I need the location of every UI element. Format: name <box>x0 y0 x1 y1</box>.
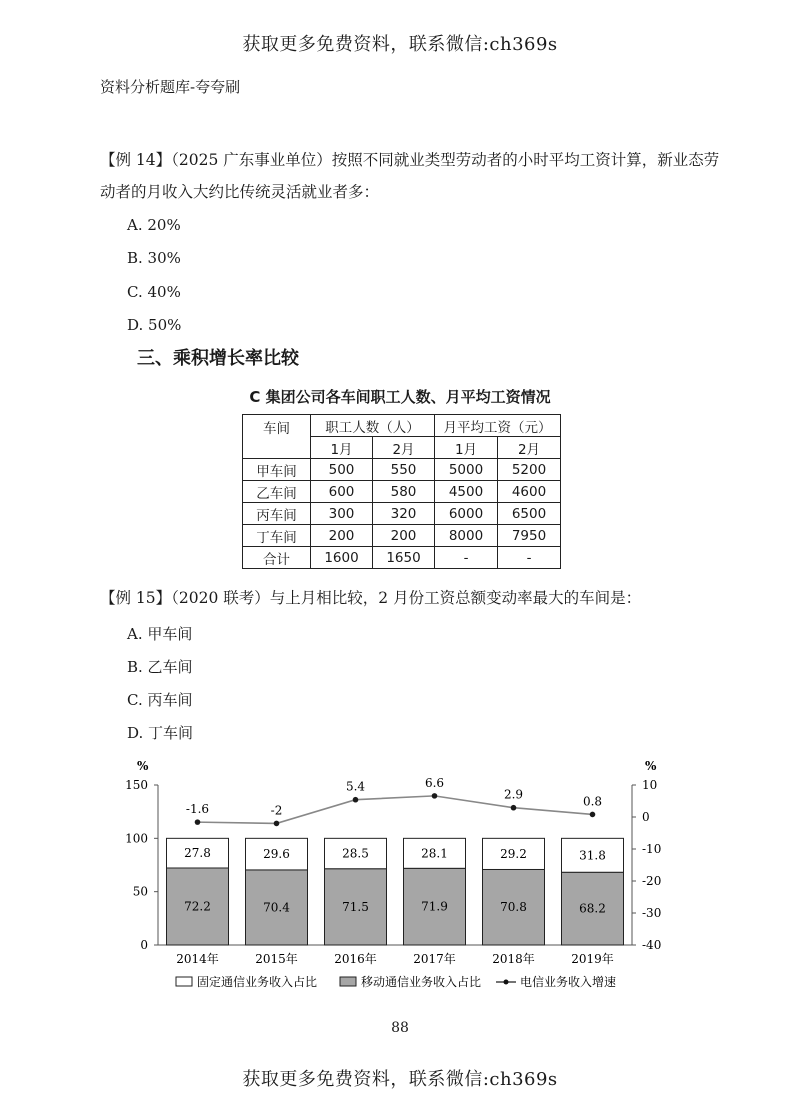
growth-point-label: -2 <box>270 803 283 818</box>
example15-line1: 【例 15】（2020 联考）与上月相比较，2 月份工资总额变动率最大的车间是： <box>100 589 642 607</box>
growth-line <box>198 796 593 824</box>
bar-fixed-label: 28.1 <box>421 846 448 861</box>
subheader-staff-jan: 1月 <box>311 437 373 459</box>
bar-fixed-label: 29.6 <box>263 847 290 862</box>
left-axis-unit: % <box>137 759 149 773</box>
growth-point-label: 2.9 <box>503 787 524 802</box>
section-title: 三、乘积增长率比较 <box>137 348 299 369</box>
table-cell: 580 <box>373 481 435 503</box>
legend-mobile-label: 移动通信业务收入占比 <box>361 975 482 989</box>
table-cell: 1650 <box>373 547 435 569</box>
x-axis-tick-label: 2014年 <box>176 952 219 966</box>
table-cell: - <box>435 547 498 569</box>
bar-mobile-label: 68.2 <box>579 901 606 916</box>
right-axis-tick-label: -40 <box>642 938 662 952</box>
table-cell: 4600 <box>498 481 561 503</box>
bar-mobile-label: 71.5 <box>342 899 369 914</box>
watermark-bottom: 获取更多免费资料，联系微信:ch369s <box>242 1069 558 1090</box>
legend-fixed-swatch <box>176 977 192 986</box>
table-cell: 甲车间 <box>243 459 311 481</box>
x-axis-tick-label: 2015年 <box>255 952 298 966</box>
growth-point <box>274 821 280 827</box>
growth-point <box>511 805 517 811</box>
table-cell: 7950 <box>498 525 561 547</box>
x-axis-tick-label: 2016年 <box>334 952 377 966</box>
growth-point <box>353 797 359 803</box>
example14-option-c[interactable]: C. 40% <box>127 283 181 301</box>
watermark-top: 获取更多免费资料，联系微信:ch369s <box>242 34 558 55</box>
right-axis-tick-label: 10 <box>642 778 658 792</box>
table-cell: 合计 <box>243 547 311 569</box>
left-axis-tick-label: 150 <box>125 778 148 792</box>
legend-growth-marker <box>504 980 509 985</box>
table-cell: - <box>498 547 561 569</box>
example15-option-a[interactable]: A. 甲车间 <box>127 625 193 643</box>
table-cell: 6500 <box>498 503 561 525</box>
header-workshop: 车间 <box>243 415 311 459</box>
subheader-wage-jan: 1月 <box>435 437 498 459</box>
table-cell: 500 <box>311 459 373 481</box>
table-cell: 5000 <box>435 459 498 481</box>
table-title: C 集团公司各车间职工人数、月平均工资情况 <box>249 388 551 406</box>
left-axis-tick-label: 0 <box>140 938 148 952</box>
table-cell: 200 <box>311 525 373 547</box>
table-cell: 320 <box>373 503 435 525</box>
table-cell: 丙车间 <box>243 503 311 525</box>
table-cell: 6000 <box>435 503 498 525</box>
table-cell: 600 <box>311 481 373 503</box>
bar-fixed-label: 27.8 <box>184 846 211 861</box>
table-cell: 1600 <box>311 547 373 569</box>
x-axis-tick-label: 2019年 <box>571 952 614 966</box>
legend-fixed-label: 固定通信业务收入占比 <box>197 975 318 989</box>
legend-mobile-swatch <box>340 977 356 986</box>
subheader-staff-feb: 2月 <box>373 437 435 459</box>
growth-point <box>195 819 201 825</box>
example14-option-b[interactable]: B. 30% <box>127 249 181 267</box>
right-axis-unit: % <box>645 759 657 773</box>
example14-line2: 动者的月收入大约比传统灵活就业者多： <box>100 183 380 201</box>
growth-point-label: 6.6 <box>424 775 445 790</box>
x-axis-tick-label: 2017年 <box>413 952 456 966</box>
page-number: 88 <box>391 1020 409 1036</box>
header-staff: 职工人数（人） <box>311 415 435 437</box>
bar-mobile-label: 71.9 <box>421 899 448 914</box>
example14-option-a[interactable]: A. 20% <box>127 216 181 234</box>
growth-point <box>432 793 438 799</box>
right-axis-tick-label: -10 <box>642 842 662 856</box>
left-axis-tick-label: 50 <box>132 884 148 899</box>
header-wage: 月平均工资（元） <box>435 415 561 437</box>
table-cell: 乙车间 <box>243 481 311 503</box>
bar-fixed-label: 28.5 <box>342 846 369 861</box>
bar-fixed-label: 29.2 <box>500 846 527 861</box>
right-axis-tick-label: 0 <box>642 810 650 824</box>
bar-mobile-label: 70.4 <box>263 900 290 915</box>
right-axis-tick-label: -20 <box>642 874 662 888</box>
bar-mobile-label: 72.2 <box>184 899 211 914</box>
table-cell: 5200 <box>498 459 561 481</box>
example14-line1: 【例 14】（2025 广东事业单位）按照不同就业类型劳动者的小时平均工资计算，新业态劳 <box>100 151 720 169</box>
growth-point <box>590 812 596 818</box>
subheader-wage-feb: 2月 <box>498 437 561 459</box>
legend-growth-label: 电信业务收入增速 <box>520 975 617 989</box>
header-title: 资料分析题库-夸夸刷 <box>100 78 241 96</box>
table-cell: 200 <box>373 525 435 547</box>
example15-option-c[interactable]: C. 丙车间 <box>127 691 193 709</box>
x-axis-tick-label: 2018年 <box>492 952 535 966</box>
left-axis-tick-label: 100 <box>125 831 148 846</box>
bar-fixed-label: 31.8 <box>579 848 606 863</box>
table-cell: 300 <box>311 503 373 525</box>
growth-point-label: -1.6 <box>185 802 210 817</box>
example15-option-d[interactable]: D. 丁车间 <box>127 724 194 742</box>
table-cell: 550 <box>373 459 435 481</box>
growth-point-label: 0.8 <box>582 794 603 809</box>
example15-option-b[interactable]: B. 乙车间 <box>127 658 193 676</box>
table-cell: 8000 <box>435 525 498 547</box>
bar-mobile-label: 70.8 <box>500 900 527 915</box>
example14-option-d[interactable]: D. 50% <box>127 316 182 334</box>
growth-point-label: 5.4 <box>345 779 366 794</box>
right-axis-tick-label: -30 <box>642 906 662 920</box>
table-cell: 丁车间 <box>243 525 311 547</box>
table-cell: 4500 <box>435 481 498 503</box>
